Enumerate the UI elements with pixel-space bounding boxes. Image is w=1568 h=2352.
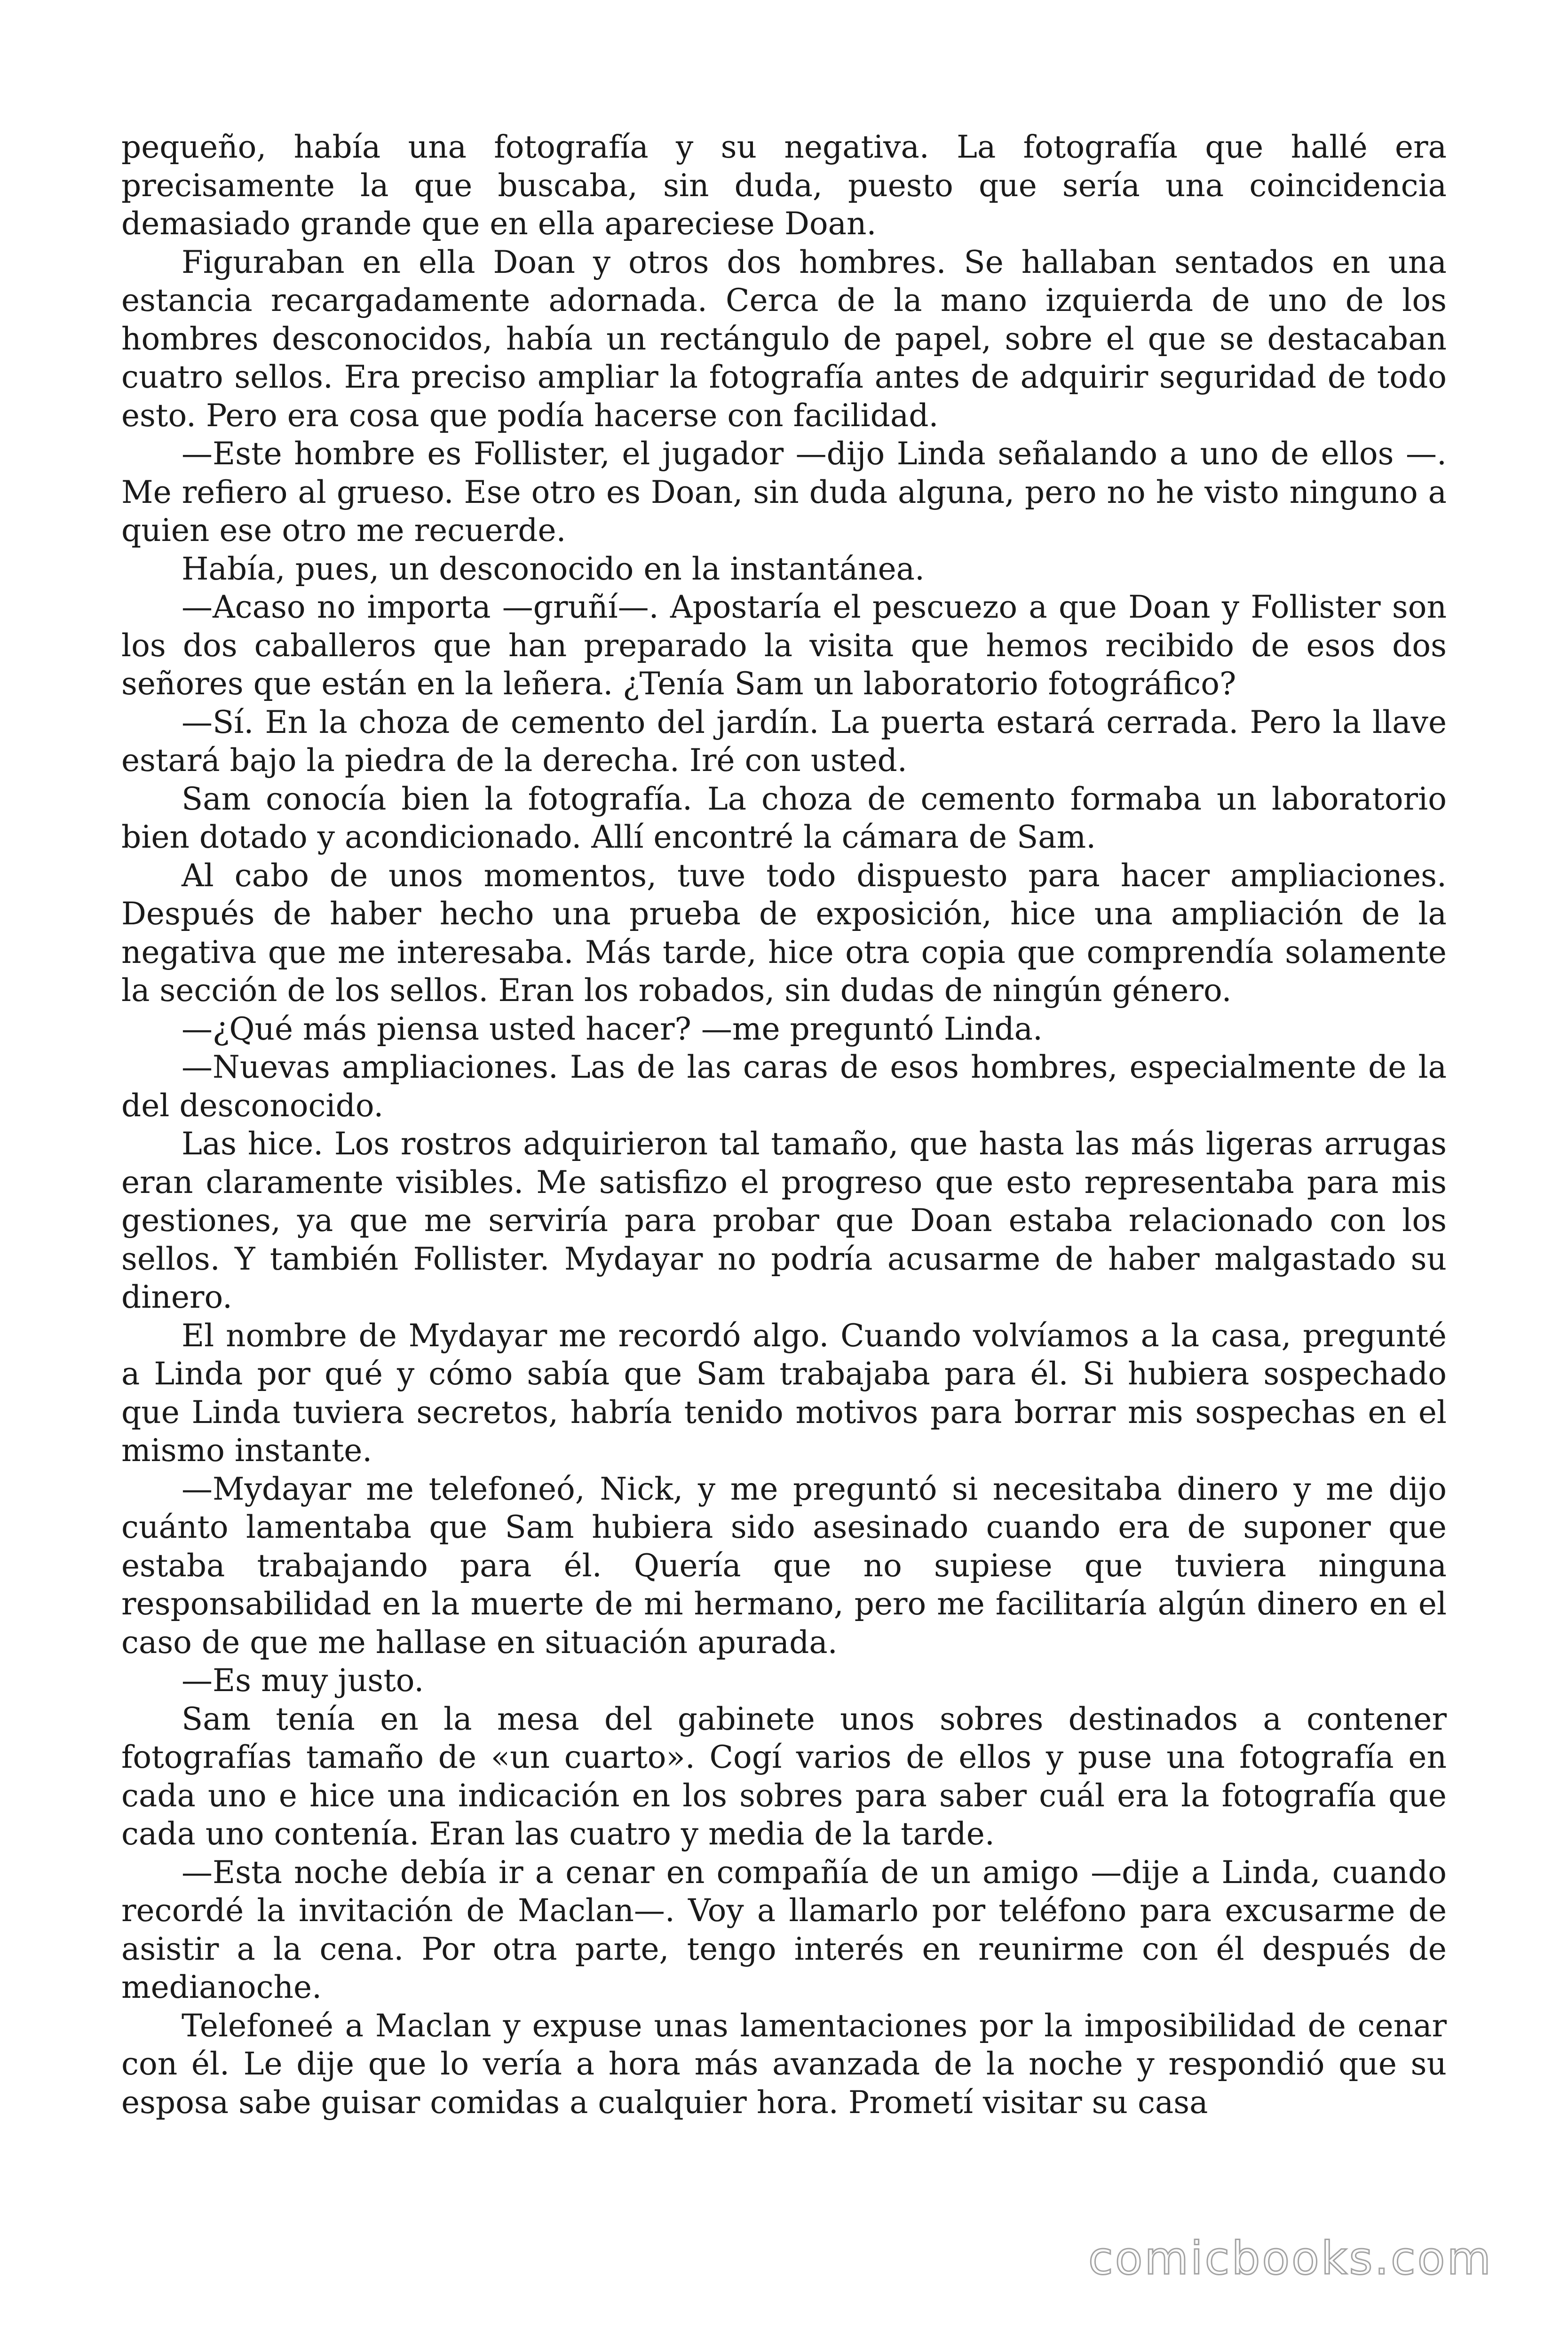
paragraph-4: Había, pues, un desconocido en la instantánea. (182, 550, 925, 587)
paragraph-7: Sam conocía bien la fotografía. La choza de cemento formaba un laboratorio bien dotado y acondicionado. Allí encontré la cámara de Sam. (121, 780, 1447, 855)
paragraph-13: —Mydayar me telefoneó, Nick, y me preguntó si necesitaba dinero y me dijo cuánto lamentaba que Sam hubiera sido asesinado cuando era de suponer que estaba trabajando para él. Quería que no supiese que tuviera ninguna responsabilidad en la muerte de mi hermano, pero me facilitaría algún dinero en el caso de que me hallase en situación apurada. (121, 1470, 1447, 1661)
paragraph-12: El nombre de Mydayar me recordó algo. Cuando volvíamos a la casa, pregunté a Linda por qué y cómo sabía que Sam trabajaba para él. Si hubiera sospechado que Linda tuviera secretos, habría tenido motivos para borrar mis sospechas en el mismo instante. (121, 1317, 1447, 1469)
paragraph-10: —Nuevas ampliaciones. Las de las caras de esos hombres, especialmente de la del desconocido. (121, 1049, 1447, 1124)
paragraph-6: —Sí. En la choza de cemento del jardín. La puerta estará cerrada. Pero la llave estará bajo la piedra de la derecha. Iré con usted. (121, 704, 1447, 779)
paragraph-3: —Este hombre es Follister, el jugador —dijo Linda señalando a uno de ellos —. Me refiero al grueso. Ese otro es Doan, sin duda alguna, pero no he visto ninguno a quien ese otro me recuerde. (121, 436, 1447, 548)
paragraph-8: Al cabo de unos momentos, tuve todo dispuesto para hacer ampliaciones. Después de haber hecho una prueba de exposición, hice una ampliación de la negativa que me interesaba. Más tarde, hice otra copia que comprendía solamente la sección de los sellos. Eran los robados, sin dudas de ningún género. (121, 857, 1447, 1009)
paragraph-5: —Acaso no importa —gruñí—. Apostaría el pescuezo a que Doan y Follister son los dos caballeros que han preparado la visita que hemos recibido de esos dos señores que están en la leñera. ¿Tenía Sam un laboratorio fotográfico? (121, 589, 1447, 702)
paragraph-2: Figuraban en ella Doan y otros dos hombres. Se hallaban sentados en una estancia recargadamente adornada. Cerca de la mano izquierda de uno de los hombres desconocidos, había un rectángulo de papel, sobre el que se destacaban cuatro sellos. Era preciso ampliar la fotografía antes de adquirir seguridad de todo esto. Pero era cosa que podía hacerse con facilidad. (121, 244, 1447, 434)
paragraph-9: —¿Qué más piensa usted hacer? —me preguntó Linda. (182, 1010, 1043, 1047)
paragraph-15: Sam tenía en la mesa del gabinete unos sobres destinados a contener fotografías tamaño de «un cuarto». Cogí varios de ellos y puse una fotografía en cada uno e hice una indicación en los sobres para saber cuál era la fotografía que cada uno contenía. Eran las cuatro y media de la tarde. (121, 1700, 1447, 1852)
paragraph-17: Telefoneé a Maclan y expuse unas lamentaciones por la imposibilidad de cenar con él. Le dije que lo vería a hora más avanzada de la noche y respondió que su esposa sabe guisar comidas a cualquier hora. Prometí visitar su casa (121, 2007, 1447, 2121)
paragraph-11: Las hice. Los rostros adquirieron tal tamaño, que hasta las más ligeras arrugas eran claramente visibles. Me satisfizo el progreso que esto representaba para mis gestiones, ya que me serviría para probar que Doan estaba relacionado con los sellos. Y también Follister. Mydayar no podría acusarme de haber malgastado su dinero. (121, 1126, 1447, 1315)
paragraph-14: —Es muy justo. (182, 1662, 424, 1699)
watermark: comicbooks.com (1088, 2232, 1493, 2285)
page-body (121, 128, 1447, 2122)
paragraph-16: —Esta noche debía ir a cenar en compañía de un amigo —dije a Linda, cuando recordé la invitación de Maclan—. Voy a llamarlo por teléfono para excusarme de asistir a la cena. Por otra parte, tengo interés en reunirme con él después de medianoche. (121, 1854, 1447, 2005)
paragraph-1: pequeño, había una fotografía y su negativa. La fotografía que hallé era precisamente la que buscaba, sin duda, puesto que sería una coincidencia demasiado grande que en ella apareciese Doan. (121, 129, 1447, 242)
